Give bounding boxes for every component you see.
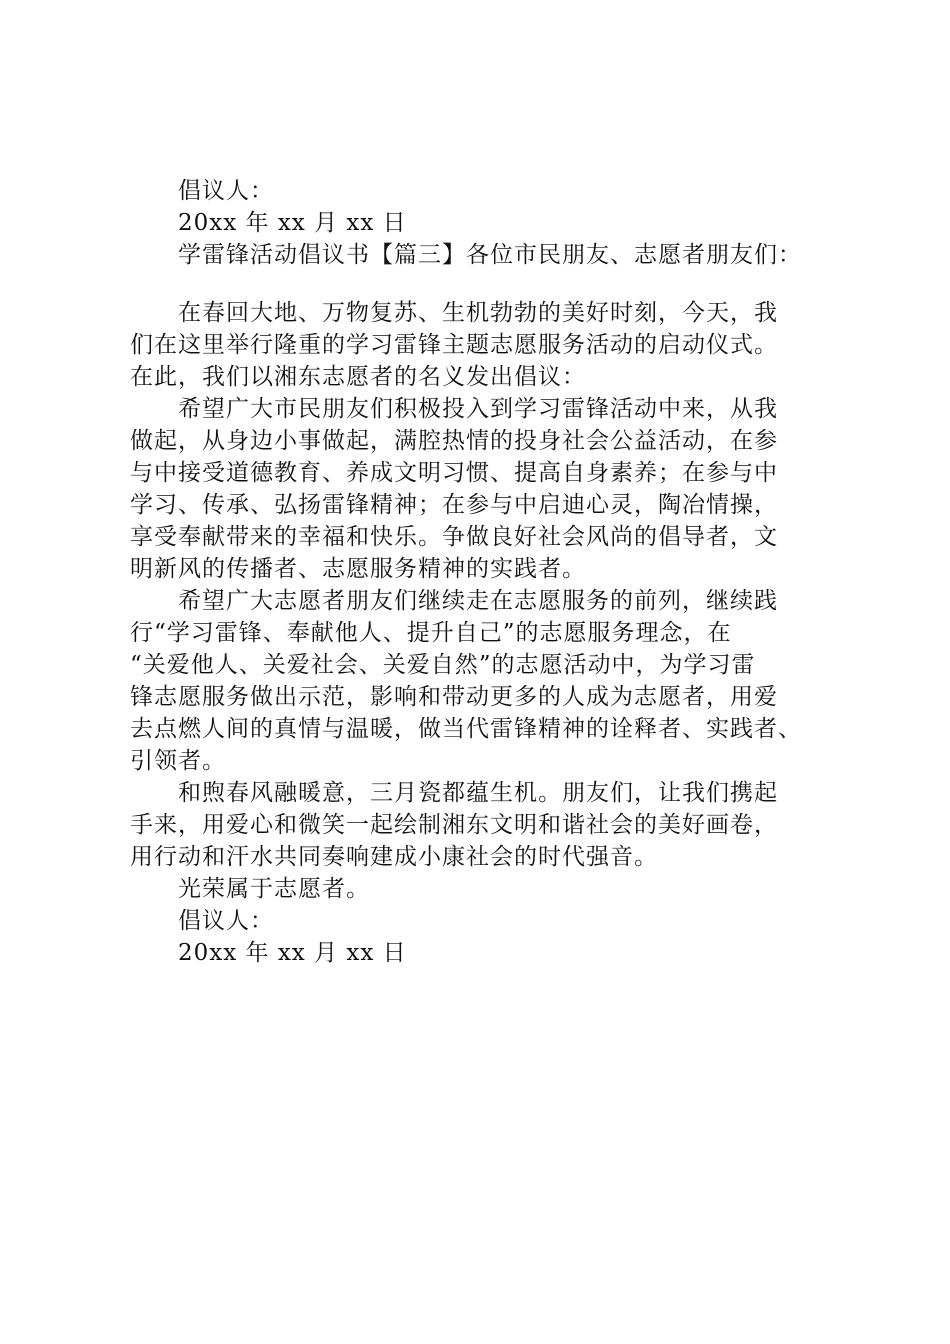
paragraph-3-line-1: 希望广大志愿者朋友们继续走在志愿服务的前列，继续践	[178, 588, 778, 614]
paragraph-4-line-1: 和煦春风融暖意，三月瓷都蕴生机。朋友们，让我们携起	[178, 780, 778, 806]
paragraph-1-line-3: 在此，我们以湘东志愿者的名义发出倡议：	[130, 364, 586, 390]
paragraph-3-line-4: 锋志愿服务做出示范，影响和带动更多的人成为志愿者，用爱	[130, 684, 778, 710]
paragraph-1-line-2: 们在这里举行隆重的学习雷锋主题志愿服务活动的启动仪式。	[130, 332, 778, 358]
paragraph-4-line-3: 用行动和汗水共同奏响建成小康社会的时代强音。	[130, 844, 658, 870]
footer-proposer: 倡议人：	[178, 908, 274, 934]
header-date: 20xx 年 xx 月 xx 日	[178, 210, 407, 236]
paragraph-3-line-2: 行“学习雷锋、奉献他人、提升自己”的志愿服务理念，在	[130, 620, 732, 646]
header-proposer: 倡议人：	[178, 178, 274, 204]
paragraph-2-line-1: 希望广大市民朋友们积极投入到学习雷锋活动中来，从我	[178, 396, 778, 422]
paragraph-4-line-2: 手来，用爱心和微笑一起绘制湘东文明和谐社会的美好画卷，	[130, 812, 778, 838]
closing-line: 光荣属于志愿者。	[178, 876, 370, 902]
paragraph-2-line-2: 做起，从身边小事做起，满腔热情的投身社会公益活动，在参	[130, 428, 778, 454]
footer-date: 20xx 年 xx 月 xx 日	[178, 940, 407, 966]
paragraph-3-line-6: 引领者。	[130, 748, 226, 774]
paragraph-1-line-1: 在春回大地、万物复苏、生机勃勃的美好时刻，今天，我	[178, 300, 778, 326]
paragraph-3-line-5: 去点燃人间的真情与温暖，做当代雷锋精神的诠释者、实践者、	[130, 716, 802, 742]
paragraph-2-line-6: 明新风的传播者、志愿服务精神的实践者。	[130, 556, 586, 582]
paragraph-2-line-4: 学习、传承、弘扬雷锋精神；在参与中启迪心灵，陶冶情操，	[130, 492, 778, 518]
paragraph-3-line-3: “关爱他人、关爱社会、关爱自然”的志愿活动中，为学习雷	[130, 652, 756, 678]
paragraph-2-line-5: 享受奉献带来的幸福和快乐。争做良好社会风尚的倡导者，文	[130, 524, 778, 550]
paragraph-2-line-3: 与中接受道德教育、养成文明习惯、提高自身素养；在参与中	[130, 460, 778, 486]
section-title: 学雷锋活动倡议书【篇三】各位市民朋友、志愿者朋友们：	[178, 242, 802, 268]
